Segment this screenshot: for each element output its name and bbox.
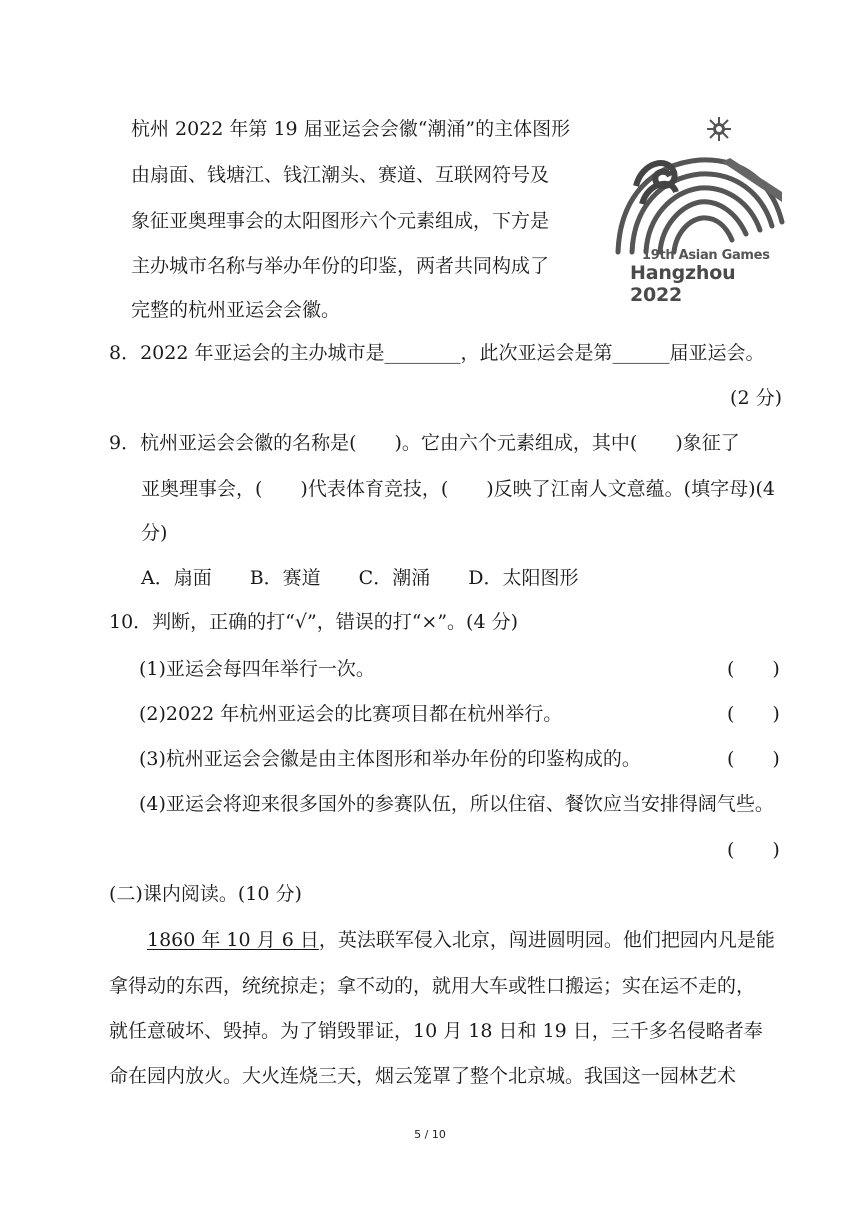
question-8: 8．2022 年亚运会的主办城市是________，此次亚运会是第______届亚运会。 <box>109 342 765 364</box>
question-10-title: 10．判断，正确的打“√”，错误的打“×”。(4 分) <box>109 611 519 633</box>
answer-bracket-4: ( ) <box>727 839 780 861</box>
section-2-title: (二)课内阅读。(10 分) <box>109 883 302 905</box>
reading-line-3: 就任意破坏、毁掉。为了销毁罪证，10 月 18 日和 19 日，三千多名侵略者奉 <box>109 1020 763 1042</box>
page-number: 5 / 10 <box>414 1128 446 1141</box>
answer-bracket-1: ( ) <box>727 658 780 680</box>
reading-line-4: 命在园内放火。大火连烧三天，烟云笼罩了整个北京城。我国这一园林艺术 <box>109 1065 737 1087</box>
question-9-line-2: 亚奥理事会，( )代表体育竞技，( )反映了江南人文意蕴。(填字母)(4 <box>141 478 775 500</box>
intro-line-1: 杭州 2022 年第 19 届亚运会会徽“潮涌”的主体图形 <box>131 118 571 140</box>
question-9-line-1: 9．杭州亚运会会徽的名称是( )。它由六个元素组成，其中( )象征了 <box>109 432 740 454</box>
reading-date: 1860 年 10 月 6 日 <box>147 929 319 951</box>
question-9-line-3: 分) <box>141 522 168 544</box>
reading-line-1 <box>147 928 775 952</box>
asian-games-emblem <box>612 112 788 306</box>
intro-line-2: 由扇面、钱塘江、钱江潮头、赛道、互联网符号及 <box>131 164 550 186</box>
reading-line-2: 拿得动的东西，统统掠走；拿不动的，就用大车或牲口搬运；实在运不走的， <box>109 975 756 997</box>
intro-line-4: 主办城市名称与举办年份的印鉴，两者共同构成了 <box>131 255 550 277</box>
intro-line-5: 完整的杭州亚运会会徽。 <box>131 299 341 321</box>
answer-bracket-2: ( ) <box>727 703 780 725</box>
question-10-item-2: (2)2022 年杭州亚运会的比赛项目都在杭州举行。 <box>139 703 563 725</box>
emblem-text-line1: 19th Asian Games <box>642 248 770 263</box>
question-10-item-4: (4)亚运会将迎来很多国外的参赛队伍，所以住宿、餐饮应当安排得阔气些。 <box>139 793 774 815</box>
question-9-options: A．扇面 B．赛道 C．潮涌 D．太阳图形 <box>141 567 579 589</box>
question-10-item-1: (1)亚运会每四年举行一次。 <box>139 658 375 680</box>
answer-bracket-3: ( ) <box>727 748 780 770</box>
emblem-text-line2: Hangzhou 2022 <box>630 262 736 306</box>
reading-line-1-text: ，英法联军侵入北京，闯进圆明园。他们把园内凡是能 <box>318 929 775 951</box>
question-8-score: (2 分) <box>730 387 782 409</box>
intro-line-3: 象征亚奥理事会的太阳图形六个元素组成，下方是 <box>131 210 550 232</box>
sun-icon <box>706 116 732 142</box>
question-10-item-3: (3)杭州亚运会会徽是由主体图形和举办年份的印鉴构成的。 <box>139 748 641 770</box>
chaoyong-emblem-icon <box>612 142 788 260</box>
